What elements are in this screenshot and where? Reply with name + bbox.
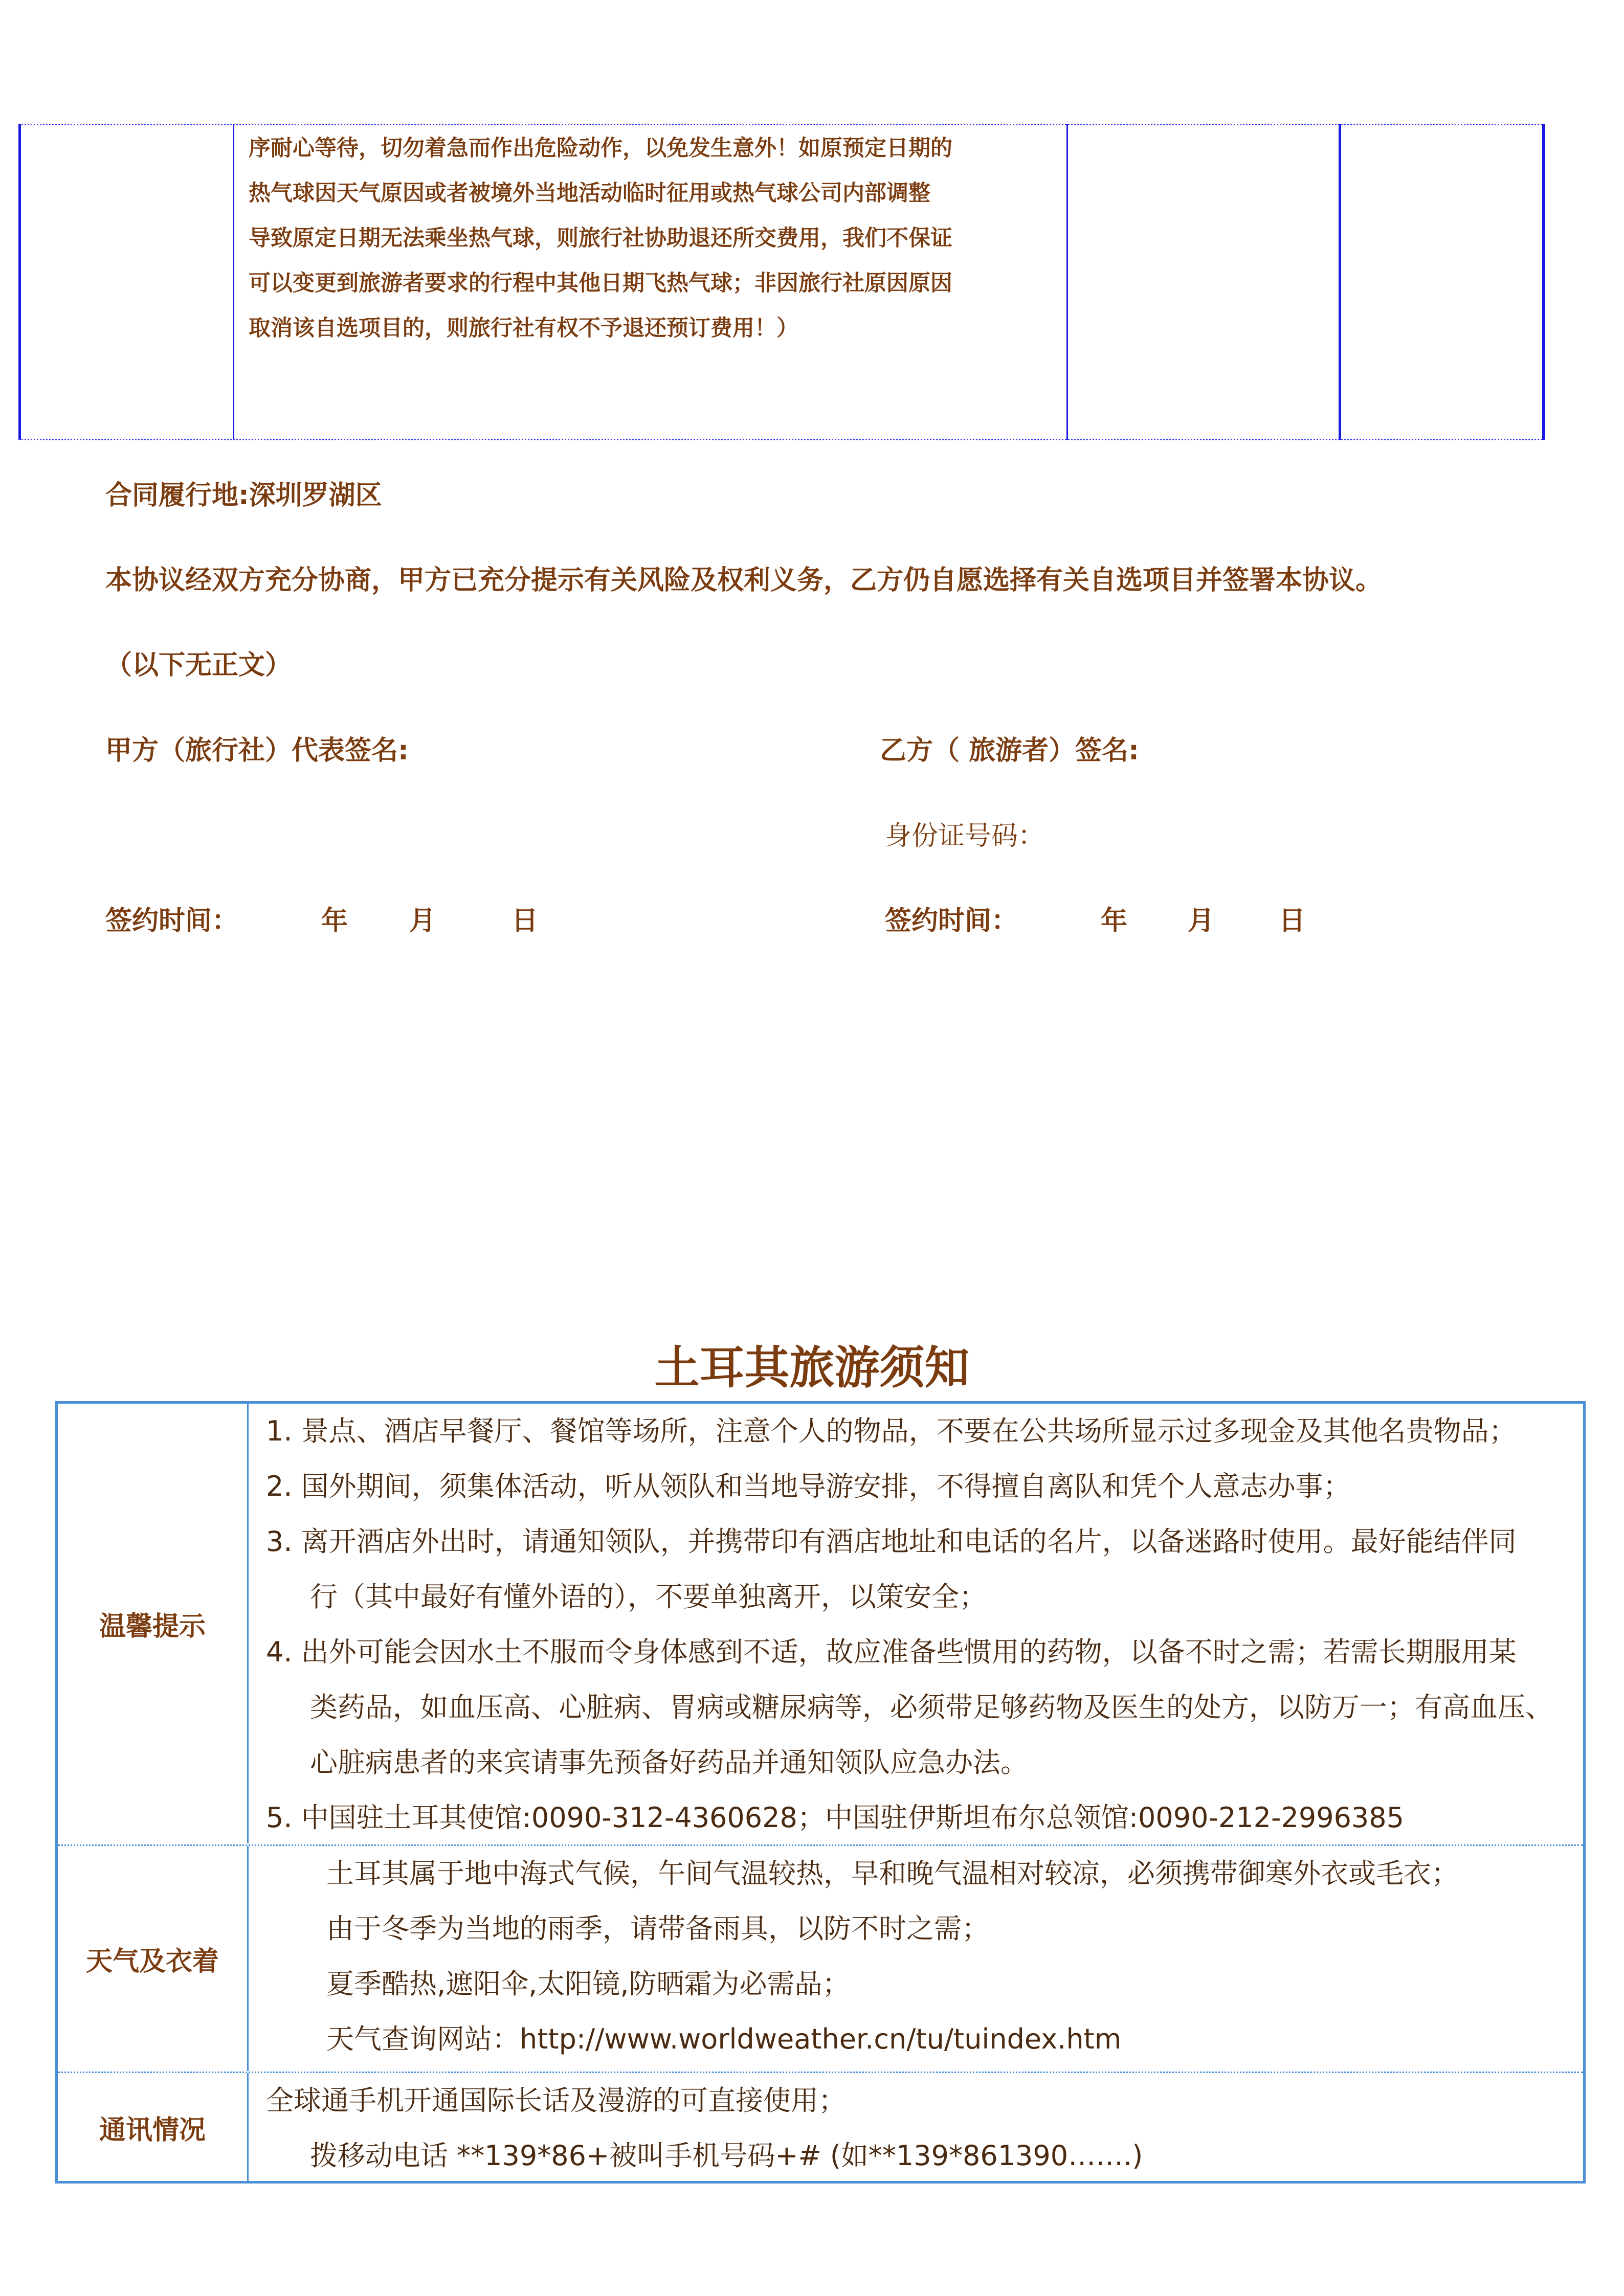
weather-line: 夏季酷热,遮阳伞,太阳镜,防晒霜为必需品； [326,1968,850,2000]
guide-section-weather [58,1846,1583,2071]
tip-line: 心脏病患者的来宾请事先预备好药品并通知领队应急办法。 [310,1746,1028,1779]
party-b-sign-label: 乙方（ 旅游者）签名: [880,735,1139,766]
notice-cell [234,124,1068,440]
table-cell-empty-3 [1068,124,1341,440]
weather-line: 天气查询网站：http://www.worldweather.cn/tu/tuindex.htm [326,2023,1122,2055]
guide-section-communication [58,2073,1583,2181]
section-label: 温馨提示 [58,1404,249,1843]
sign-day-a: 日 [511,906,539,936]
sign-year-b: 年 [1101,906,1128,936]
notice-line: 可以变更到旅游者要求的行程中其他日期飞热气球；非因旅行社原因原因 [249,271,952,296]
comm-line: 拨移动电话 **139*86+被叫手机号码+# (如**139*861390…….) [310,2140,1143,2172]
table-cell-empty-4 [1341,124,1545,440]
section-label: 天气及衣着 [58,1846,249,2071]
guide-section-tips [58,1404,1583,1843]
top-table [18,124,1545,442]
section-body [250,1846,1583,2067]
agreement-text: 本协议经双方充分协商，甲方已充分提示有关风险及权利义务，乙方仍自愿选择有关自选项目并签署本协议。 [105,565,1383,596]
guide-table [55,1401,1586,2184]
sign-year-a: 年 [321,906,348,936]
sign-day-b: 日 [1279,906,1306,936]
no-more-text: （以下无正文） [105,650,292,681]
notice-line: 热气球因天气原因或者被境外当地活动临时征用或热气球公司内部调整 [249,181,930,206]
sign-time-b-label: 签约时间： [885,906,1018,936]
weather-line: 由于冬季为当地的雨季，请带备雨具，以防不时之需； [326,1912,989,1945]
tip-line: 3. 离开酒店外出时，请通知领队，并携带印有酒店地址和电话的名片，以备迷路时使用。最好能结伴同 [266,1525,1517,1558]
tip-line: 1. 景点、酒店早餐厅、餐馆等场所，注意个人的物品，不要在公共场所显示过多现金及其他名贵物品； [266,1415,1517,1447]
tip-line: 行（其中最好有懂外语的），不要单独离开，以策安全； [310,1581,987,1613]
tip-line: 2. 国外期间，须集体活动，听从领队和当地导游安排，不得擅自离队和凭个人意志办事； [266,1470,1351,1502]
section-body [250,1404,1583,1845]
notice-line: 导致原定日期无法乘坐热气球，则旅行社协助退还所交费用，我们不保证 [249,226,952,251]
section-body [250,2073,1583,2184]
sign-month-a: 月 [409,906,436,936]
table-bottom-border [18,439,1545,440]
weather-line: 土耳其属于地中海式气候，午间气温较热，早和晚气温相对较凉，必须携带御寒外衣或毛衣； [326,1857,1459,1889]
notice-line: 序耐心等待，切勿着急而作出危险动作，以免发生意外！如原预定日期的 [249,136,952,161]
sign-time-a-label: 签约时间： [105,906,239,936]
tip-line: 5. 中国驻土耳其使馆:0090-312-4360628；中国驻伊斯坦布尔总领馆:0090-212-2996385 [266,1802,1404,1834]
section-label: 通讯情况 [58,2073,249,2181]
notice-line: 取消该自选项目的，则旅行社有权不予退还预订费用！） [249,316,798,341]
sign-month-b: 月 [1188,906,1215,936]
contract-place: 合同履行地:深圳罗湖区 [105,480,382,511]
guide-title: 土耳其旅游须知 [654,1341,970,1394]
table-cell-empty-1 [18,124,234,440]
party-a-sign-label: 甲方（旅行社）代表签名: [105,735,409,766]
comm-line: 全球通手机开通国际长话及漫游的可直接使用； [266,2084,846,2117]
tip-line: 4. 出外可能会因水土不服而令身体感到不适，故应准备些惯用的药物，以备不时之需；若需长期服用某 [266,1636,1517,1668]
tip-line: 类药品，如血压高、心脏病、胃病或糖尿病等，必须带足够药物及医生的处方，以防万一；有高血压、 [310,1691,1553,1723]
id-number-label: 身份证号码： [885,821,1045,851]
